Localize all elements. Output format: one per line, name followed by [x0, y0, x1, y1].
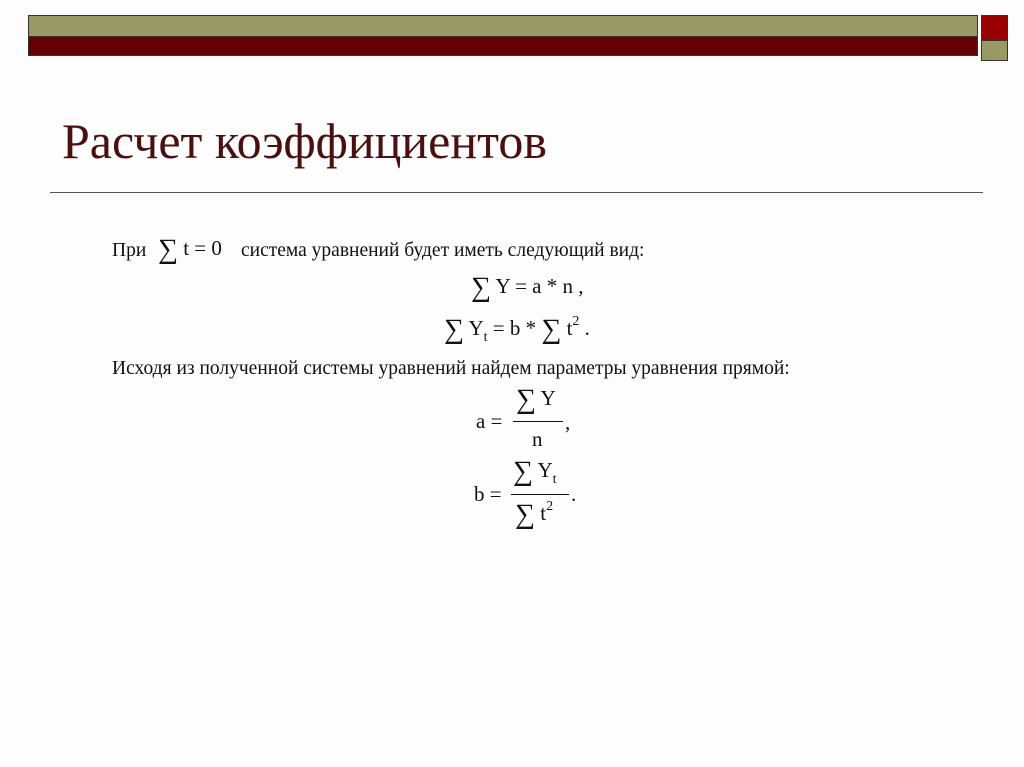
equation-1-text: Y = a * n ,: [495, 274, 584, 298]
sigma-symbol: ∑: [516, 384, 536, 415]
line1-prefix: При: [112, 240, 147, 261]
b-denominator-text: t: [540, 501, 547, 525]
sigma-symbol: ∑: [513, 456, 533, 487]
equation-2-lhs-sub: t: [483, 330, 488, 345]
b-end: .: [571, 482, 577, 506]
equation-2: [444, 314, 590, 346]
sigma-symbol: ∑: [471, 272, 491, 303]
equation-1: [471, 272, 584, 304]
b-fraction-bar: [511, 494, 569, 495]
equation-2-rhs: t: [566, 316, 573, 340]
a-numerator: [516, 384, 556, 416]
sigma-symbol: ∑: [541, 314, 562, 345]
line1-formula: [158, 234, 222, 266]
b-numerator-sub: t: [552, 472, 557, 487]
a-lhs: a =: [476, 409, 503, 433]
b-numerator-text: Y: [537, 458, 553, 482]
b-lhs: b =: [474, 482, 502, 506]
header-bar-maroon: [28, 37, 978, 56]
slide-title: Расчет коэффициентов: [62, 113, 547, 169]
equation-2-end: .: [584, 316, 590, 340]
sigma-symbol: ∑: [515, 499, 535, 530]
title-divider: [50, 192, 983, 193]
header-square-olive: [981, 40, 1008, 61]
a-numerator-text: Y: [540, 386, 556, 410]
header-bar-olive: [28, 15, 978, 37]
equation-2-lhs: Y: [468, 316, 484, 340]
sigma-symbol: ∑: [444, 314, 464, 345]
sigma-symbol: ∑: [158, 234, 178, 265]
line2-text: Исходя из полученной системы уравнений найдем параметры уравнения прямой:: [112, 358, 790, 379]
line1-suffix: система уравнений будет иметь следующий вид:: [241, 240, 645, 261]
equation-2-mid: = b *: [492, 316, 537, 340]
a-fraction-bar: [513, 421, 563, 422]
equation-2-rhs-sup: 2: [572, 314, 580, 329]
line1-math: t = 0: [183, 236, 222, 260]
a-denominator: n: [532, 427, 543, 451]
b-numerator: [513, 456, 557, 488]
a-end: ,: [565, 410, 571, 434]
b-denominator: [515, 499, 553, 531]
header-square-maroon: [981, 15, 1008, 40]
b-denominator-sup: 2: [546, 499, 554, 514]
